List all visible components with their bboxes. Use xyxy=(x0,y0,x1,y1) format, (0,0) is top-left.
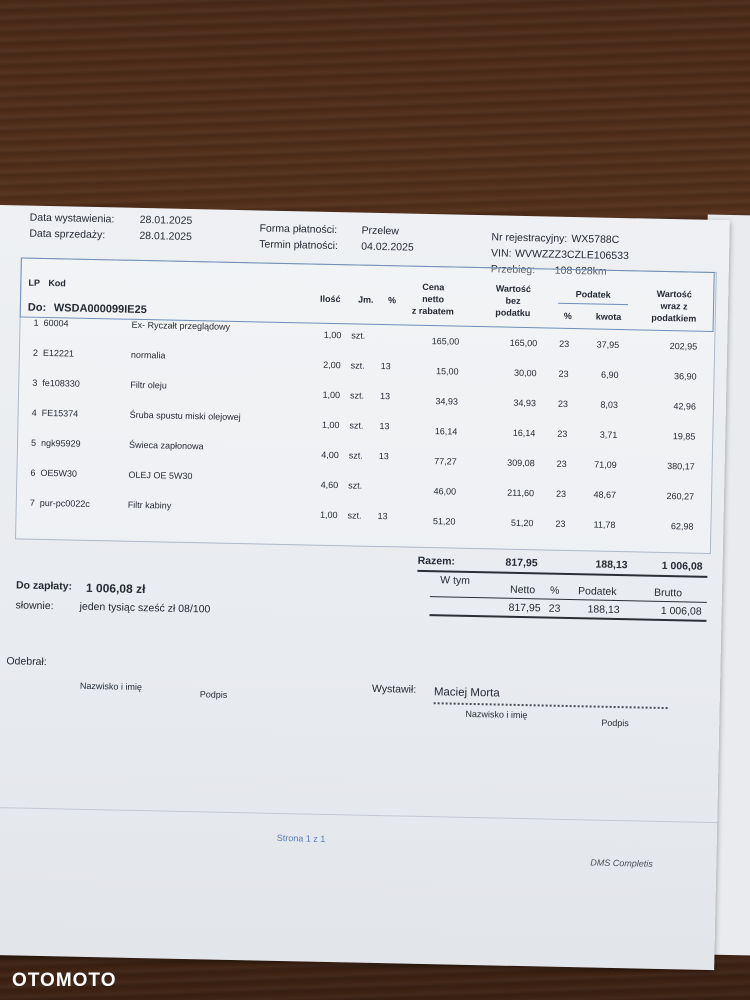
cell-qty: 1,00 xyxy=(321,419,340,431)
in-words-value: jeden tysiąc sześć zł 08/100 xyxy=(79,600,211,616)
cell-disc: 13 xyxy=(380,361,391,372)
col-wartosc-2: bez xyxy=(505,295,521,306)
cell-lp: 7 xyxy=(29,497,35,508)
cell-lp: 4 xyxy=(31,407,37,418)
cell-price: 16,14 xyxy=(434,426,458,437)
col-wartosc-3: podatku xyxy=(495,307,531,319)
razem-label: Razem: xyxy=(417,554,456,568)
received-by-label: Odebrał: xyxy=(6,655,47,669)
cell-vat: 23 xyxy=(555,518,566,529)
cell-net: 211,60 xyxy=(507,487,535,499)
sale-date-label: Data sprzedaży: xyxy=(29,227,106,242)
received-signature-label: Podpis xyxy=(199,689,228,700)
pct-label: % xyxy=(549,584,560,597)
sum-gross: 1 006,08 xyxy=(660,604,702,618)
sum-net: 817,95 xyxy=(508,601,541,615)
cell-gross: 42,96 xyxy=(673,401,697,412)
cell-name: Ex- Ryczałt przeglądowy xyxy=(131,319,231,332)
cell-net: 16,14 xyxy=(512,427,536,439)
cell-tax: 8,03 xyxy=(600,399,619,410)
cell-qty: 1,00 xyxy=(322,389,341,401)
cell-lp: 2 xyxy=(32,347,39,358)
issued-signature-label: Podpis xyxy=(601,717,629,729)
otomoto-watermark: OTOMOTO xyxy=(12,970,117,991)
cell-qty: 1,00 xyxy=(323,329,342,341)
cell-qty: 2,00 xyxy=(323,359,341,371)
cell-unit: szt. xyxy=(350,360,365,371)
cell-vat: 23 xyxy=(558,368,569,379)
vin-label: VIN: xyxy=(490,247,512,260)
cell-qty: 4,60 xyxy=(320,479,339,491)
footer-divider xyxy=(0,807,717,823)
registration-value: WX5788C xyxy=(571,232,620,246)
cell-unit: szt. xyxy=(348,480,363,491)
cell-lp: 1 xyxy=(33,317,39,328)
cell-price: 51,20 xyxy=(432,516,456,527)
cell-unit: szt. xyxy=(349,390,365,401)
cell-lp: 3 xyxy=(32,377,38,388)
received-name-label: Nazwisko i imię xyxy=(79,680,143,693)
doc-number: WSDA000099IE25 xyxy=(53,302,147,317)
cell-net: 309,08 xyxy=(507,457,535,469)
cell-unit: szt. xyxy=(349,420,364,431)
cell-disc: 13 xyxy=(378,450,389,462)
razem-gross: 1 006,08 xyxy=(661,559,703,573)
cell-unit: szt. xyxy=(348,450,363,461)
cell-name: normalia xyxy=(130,349,166,361)
col-brutto-3: podatkiem xyxy=(651,312,697,324)
cell-code: OE5W30 xyxy=(40,467,78,479)
cell-net: 51,20 xyxy=(510,517,534,529)
col-pct: % xyxy=(387,295,397,306)
cell-price: 77,27 xyxy=(434,456,457,467)
cell-gross: 62,98 xyxy=(670,521,694,532)
col-podatek-pct: % xyxy=(563,310,572,321)
sale-date-value: 28.01.2025 xyxy=(139,229,193,244)
payment-term-label: Termin płatności: xyxy=(259,238,339,253)
brutto-label: Brutto xyxy=(653,586,683,600)
col-ilosc: Ilość xyxy=(320,293,341,305)
issued-by-name: Maciej Morta xyxy=(433,686,500,700)
issued-name-label: Nazwisko i imię xyxy=(465,708,528,721)
payment-form-value: Przelew xyxy=(361,224,400,238)
cell-vat: 23 xyxy=(557,428,568,439)
payment-form-label: Forma płatności: xyxy=(259,222,338,237)
col-podatek: Podatek xyxy=(575,289,611,300)
cell-tax: 3,71 xyxy=(599,429,618,440)
cell-name: OLEJ OE 5W30 xyxy=(128,469,193,482)
cell-lp: 6 xyxy=(30,467,36,478)
software-name: DMS Completis xyxy=(590,857,653,869)
cell-tax: 37,95 xyxy=(596,339,620,350)
cell-name: Śruba spustu miski olejowej xyxy=(129,409,241,423)
cell-vat: 23 xyxy=(556,458,567,469)
cell-price: 165,00 xyxy=(431,336,460,347)
cell-qty: 1,00 xyxy=(319,509,338,521)
doc-label: Do: xyxy=(27,301,47,314)
cell-name: Filtr oleju xyxy=(130,379,167,391)
cell-disc: 13 xyxy=(377,510,388,522)
issue-date-value: 28.01.2025 xyxy=(139,213,193,228)
to-pay-label: Do zapłaty: xyxy=(15,579,73,593)
cell-gross: 260,27 xyxy=(666,491,695,502)
cell-gross: 202,95 xyxy=(669,341,698,352)
sum-pct: 23 xyxy=(548,602,561,615)
col-cena-2: netto xyxy=(422,293,445,305)
cell-code: pur-pc0022c xyxy=(39,497,90,509)
cell-vat: 23 xyxy=(559,338,570,349)
cell-qty: 4,00 xyxy=(321,449,339,461)
col-podatek-kwota: kwota xyxy=(595,311,622,323)
col-wartosc-1: Wartość xyxy=(495,283,532,295)
cell-price: 34,93 xyxy=(435,396,459,407)
mileage-value: 108 628km xyxy=(554,264,607,278)
cell-code: 60004 xyxy=(43,317,69,329)
cell-name: Świeca zapłonowa xyxy=(128,439,204,452)
in-words-label: słownie: xyxy=(15,599,54,613)
payment-term-value: 04.02.2025 xyxy=(361,240,414,254)
issue-date-label: Data wystawienia: xyxy=(29,211,115,226)
cell-unit: szt. xyxy=(351,330,366,341)
col-lp: LP xyxy=(28,277,40,288)
cell-unit: szt. xyxy=(347,510,362,521)
cell-tax: 48,67 xyxy=(593,489,617,500)
razem-net: 817,95 xyxy=(505,556,538,570)
netto-label: Netto xyxy=(509,583,536,597)
to-pay-value: 1 006,08 zł xyxy=(85,580,146,597)
col-cena-1: Cena xyxy=(422,281,445,293)
issued-by-label: Wystawił: xyxy=(371,682,417,696)
col-jm: Jm. xyxy=(357,294,374,305)
cell-lp: 5 xyxy=(30,437,37,448)
page-number: Strona 1 z 1 xyxy=(276,832,326,844)
cell-net: 165,00 xyxy=(509,337,538,349)
cell-code: fe108330 xyxy=(42,377,80,389)
cell-gross: 19,85 xyxy=(672,431,696,442)
cell-name: Filtr kabiny xyxy=(127,499,172,511)
registration-label: Nr rejestracyjny: xyxy=(491,231,568,245)
cell-code: FE15374 xyxy=(41,407,79,419)
mileage-label: Przebieg: xyxy=(490,263,536,277)
cell-net: 30,00 xyxy=(513,367,537,379)
cell-price: 46,00 xyxy=(433,486,457,497)
cell-disc: 13 xyxy=(379,420,390,432)
cell-tax: 6,90 xyxy=(600,369,619,380)
cell-disc: 13 xyxy=(379,391,391,402)
wtym-label: W tym xyxy=(440,574,471,587)
cell-code: ngk95929 xyxy=(40,437,81,449)
col-brutto-2: wraz z xyxy=(660,300,688,312)
cell-net: 34,93 xyxy=(513,397,537,409)
col-kod: Kod xyxy=(48,278,66,289)
cell-tax: 71,09 xyxy=(594,459,617,470)
podatek-label: Podatek xyxy=(577,585,617,598)
cell-gross: 36,90 xyxy=(673,371,697,382)
cell-vat: 23 xyxy=(555,488,567,499)
cell-gross: 380,17 xyxy=(667,461,695,472)
col-brutto-1: Wartość xyxy=(656,288,692,300)
cell-code: E12221 xyxy=(42,347,75,359)
sum-tax: 188,13 xyxy=(587,603,620,617)
invoice-sheet xyxy=(0,205,730,970)
col-cena-3: z rabatem xyxy=(411,305,454,317)
cell-vat: 23 xyxy=(557,398,569,409)
razem-tax: 188,13 xyxy=(595,558,628,572)
cell-tax: 11,78 xyxy=(593,519,616,530)
cell-price: 15,00 xyxy=(435,366,459,377)
vin-value: WVWZZZ3CZLE106533 xyxy=(514,247,629,263)
